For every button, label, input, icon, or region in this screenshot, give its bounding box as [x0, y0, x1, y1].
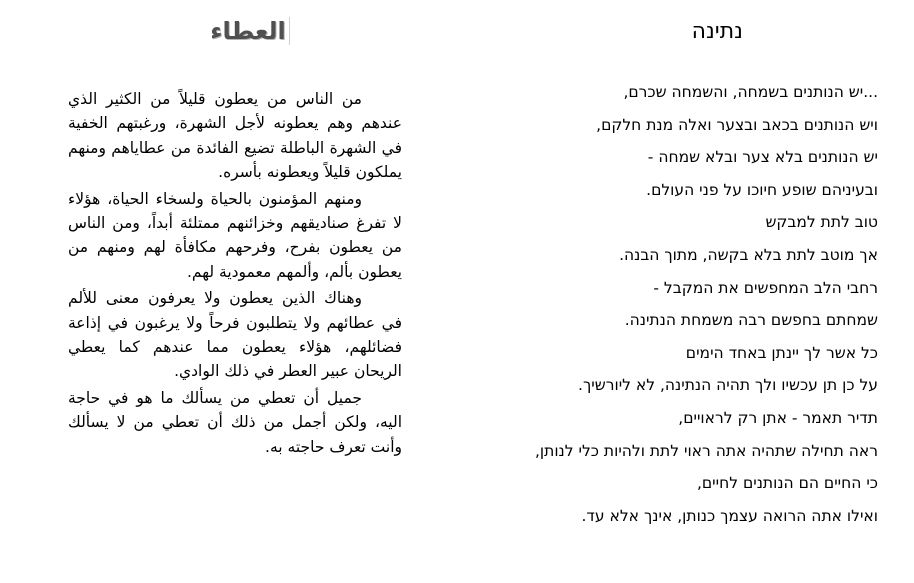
hebrew-line-4: ובעיניהם שופע חיוכו על פני העולם.: [646, 180, 878, 199]
hebrew-line-2: ויש הנותנים בכאב ובצער ואלה מנת חלקם,: [596, 115, 878, 134]
arabic-paragraph-1: من الناس من يعطون قليلاً من الكثير الذي عندهم وهم يعطونه لأجل الشهرة، ورغبتهم الخفية في الشهرة الباطلة تضيع الفائدة من عطاياهم ومنهم يملكون قليلاً ويعطونه بأسره.: [68, 90, 402, 182]
arabic-title-text: العطاء: [210, 17, 289, 45]
hebrew-line-13: כי החיים הם הנותנים לחיים,: [696, 474, 878, 493]
arabic-title: [68, 14, 402, 58]
hebrew-line-9: כל אשר לך יינתן באחד הימים: [685, 343, 878, 362]
hebrew-line-14: ואילו אתה הרואה עצמך כנותן, אינך אלא עד.: [581, 506, 878, 525]
hebrew-title: נתינה: [691, 19, 743, 44]
hebrew-line-6: אך מוטב לתת בלא בקשה, מתוך הבנה.: [619, 245, 878, 264]
hebrew-line-12: ראה תחילה שתהיה אתה ראוי לתת ולהיות כלי לנותן,: [535, 441, 878, 460]
hebrew-line-3: יש הנותנים בלא צער ובלא שמחה -: [647, 148, 878, 167]
hebrew-poem: [440, 76, 878, 532]
hebrew-line-5: טוב לתת למבקש: [765, 213, 878, 232]
arabic-paragraph-3: وهناك الذين يعطون ولا يعرفون معنى للألم في عطائهم ولا يتطلبون فرحاً ولا يرغبون في إذاعة فضائلهم، هؤلاء يعطون مما عندهم كما يعطي الريحان عبير العطر في ذلك الوادي.: [68, 289, 402, 381]
hebrew-line-8: שמחתם בחפשם רבה משמחת הנתינה.: [624, 311, 878, 330]
hebrew-text-column: [440, 16, 878, 532]
hebrew-line-7: רחבי הלב המחפשים את המקבל -: [653, 278, 878, 297]
hebrew-line-11: תדיר תאמר - אתן רק לראויים,: [678, 408, 878, 427]
arabic-body: [68, 87, 402, 459]
arabic-paragraph-4: جميل أن تعطي من يسألك ما هو في حاجة اليه، ولكن أجمل من ذلك أن تعطي من لا يسألك وأنت تعرف حاجته به.: [68, 388, 402, 456]
hebrew-line-10: על כן תן עכשיו ולך תהיה הנתינה, לא ליורשיך.: [578, 376, 878, 395]
arabic-paragraph-2: ومنهم المؤمنون بالحياة ولسخاء الحياة، هؤلاء لا تفرغ صناديقهم وخزائنهم ممتلئة أبداً، ومن الناس من يعطون بفرح، وفرحهم مكافأة لهم ومنهم من يعطون بألم، وألمهم معمودية لهم.: [68, 189, 402, 281]
arabic-text-column: [68, 14, 402, 459]
hebrew-line-1: ...יש הנותנים בשמחה, והשמחה שכרם,: [623, 83, 878, 101]
